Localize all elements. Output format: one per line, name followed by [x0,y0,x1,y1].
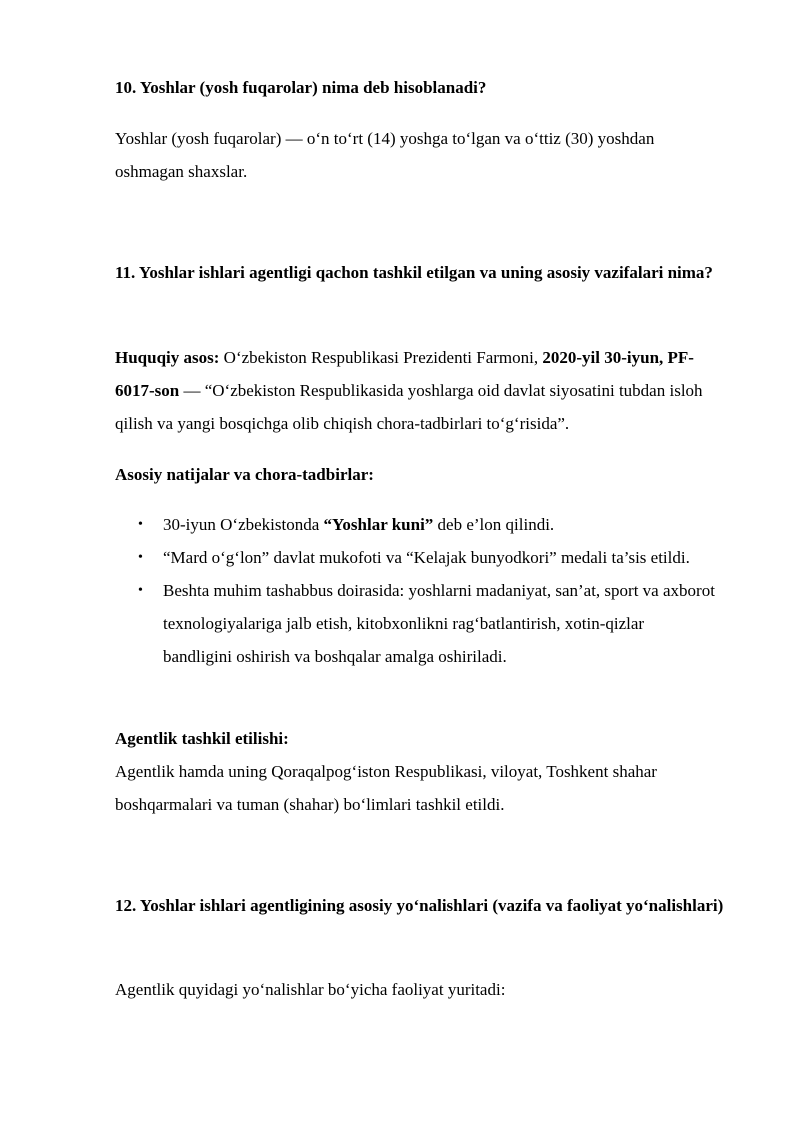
bullet-icon: • [138,583,143,598]
agency-text: Agentlik hamda uning Qoraqalpog‘iston Respublikasi, viloyat, Toshkent shahar boshqarmalari va tuman (shahar) bo‘limlari tashkil etildi. [115,762,657,814]
results-heading: Asosiy natijalar va chora-tadbirlar: [115,465,374,484]
legal-basis-text-2: — “O‘zbekiston Respublikasida yoshlarga oid davlat siyosatini tubdan isloh qilish va yangi bosqichga olib chiqish chora-tadbirlari to‘g‘risida”. [115,381,703,433]
list-item-text: Beshta muhim tashabbus doirasida: yoshlarni madaniyat, san’at, sport va axborot texnologiyalariga jalb etish, kitobxonlikni rag‘batlantirish, xotin-qizlar bandligini oshirish va boshqalar amalga oshiriladi. [163,581,715,666]
list-item-text: 30-iyun O‘zbekistonda [163,515,324,534]
list-item [115,541,725,574]
bullet-icon: • [138,550,143,565]
legal-basis-paragraph [115,341,725,440]
legal-basis-label: Huquqiy asos: [115,348,220,367]
question-11-heading: 11. Yoshlar ishlari agentligi qachon tashkil etilgan va uning asosiy vazifalari nima? [115,263,713,282]
list-item-text: deb e’lon qilindi. [433,515,555,534]
question-12-heading: 12. Yoshlar ishlari agentligining asosiy yo‘nalishlari (vazifa va faoliyat yo‘nalishlari) [115,896,724,915]
question-12-answer: Agentlik quyidagi yo‘nalishlar bo‘yicha faoliyat yuritadi: [115,980,506,999]
legal-basis-text-1: O‘zbekiston Respublikasi Prezidenti Farmoni, [219,348,543,367]
results-list [115,508,725,673]
question-10-heading: 10. Yoshlar (yosh fuqarolar) nima deb hisoblanadi? [115,78,487,97]
agency-heading: Agentlik tashkil etilishi: [115,729,289,748]
bullet-icon: • [138,517,143,532]
list-item [115,508,725,541]
list-item-text: “Mard o‘g‘lon” davlat mukofoti va “Kelajak bunyodkori” medali ta’sis etildi. [163,548,690,567]
legal-basis-decree: 2020-yil 30-iyun, PF-6017-son [115,348,694,400]
list-item-bold-text: “Yoshlar kuni” [323,515,434,534]
question-10-answer: Yoshlar (yosh fuqarolar) — o‘n to‘rt (14) yoshga to‘lgan va o‘ttiz (30) yoshdan oshmagan shaxslar. [115,129,655,181]
list-item [115,574,725,673]
